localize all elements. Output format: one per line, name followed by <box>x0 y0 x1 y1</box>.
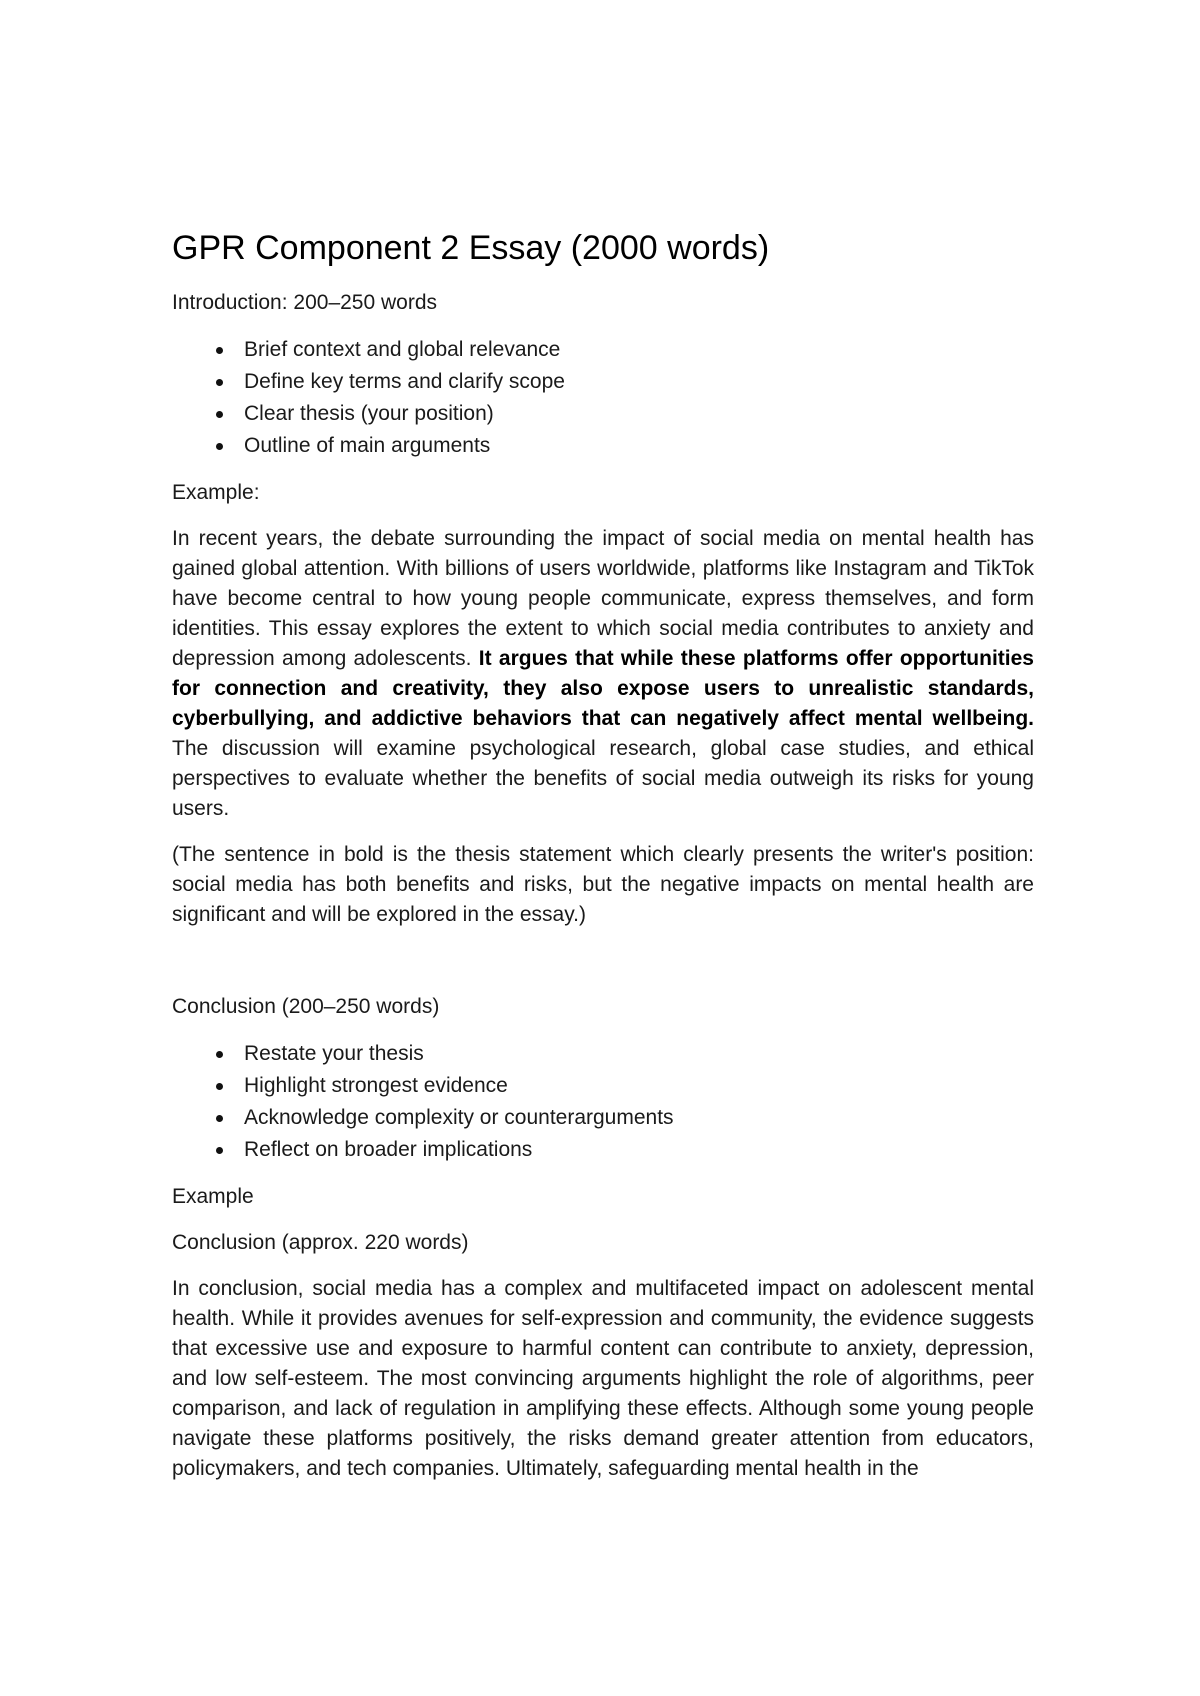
conclusion-example-label: Example <box>172 1185 254 1208</box>
bullet-icon <box>216 443 223 450</box>
list-item <box>172 1070 1034 1102</box>
list-item-text: Acknowledge complexity or counterarguments <box>244 1106 674 1129</box>
bullet-icon <box>216 1147 223 1154</box>
document-page <box>172 228 1034 1500</box>
list-item <box>172 1134 1034 1166</box>
list-item <box>172 430 1034 462</box>
thesis-statement: It argues that while these platforms offer opportunities for connection and creativity, they also expose users to unrealistic standards, cyberbullying, and addictive behaviors that can negatively affect mental wellbeing. <box>172 647 1034 730</box>
document-title: GPR Component 2 Essay (2000 words) <box>172 229 770 267</box>
list-item <box>172 334 1034 366</box>
bullet-icon <box>216 411 223 418</box>
list-item-text: Brief context and global relevance <box>244 338 561 361</box>
intro-example-paragraph <box>172 524 1034 824</box>
list-item <box>172 366 1034 398</box>
intro-heading: Introduction: 200–250 words <box>172 291 438 314</box>
bullet-icon <box>216 1051 223 1058</box>
list-item-text: Define key terms and clarify scope <box>244 370 565 393</box>
list-item-text: Clear thesis (your position) <box>244 402 494 425</box>
conclusion-subheading: Conclusion (approx. 220 words) <box>172 1231 469 1254</box>
bullet-icon <box>216 379 223 386</box>
intro-example-text-start: In recent years, the debate surrounding the impact of social media on mental health has gained global attention. With billions of users worldwide, platforms like Instagram and TikTok have become central to how young people communicate, express themselves, and form identities. This essay explores the extent to which social media contributes to anxiety and depression among adolescents. <box>172 527 1034 670</box>
list-item <box>172 398 1034 430</box>
list-item-text: Outline of main arguments <box>244 434 491 457</box>
bullet-icon <box>216 1115 223 1122</box>
conclusion-bullet-list <box>172 1038 1034 1166</box>
list-item-text: Highlight strongest evidence <box>244 1074 508 1097</box>
bullet-icon <box>216 347 223 354</box>
conclusion-example-paragraph: In conclusion, social media has a complex and multifaceted impact on adolescent mental health. While it provides avenues for self-expression and community, the evidence suggests that excessive use and exposure to harmful content can contribute to anxiety, depression, and low self-esteem. The most convincing arguments highlight the role of algorithms, peer comparison, and lack of regulation in amplifying these effects. Although some young people navigate these platforms positively, the risks demand greater attention from educators, policymakers, and tech companies. Ultimately, safeguarding mental health in the <box>172 1277 1034 1480</box>
list-item <box>172 1102 1034 1134</box>
bullet-icon <box>216 1083 223 1090</box>
conclusion-heading: Conclusion (200–250 words) <box>172 995 440 1018</box>
section-spacer <box>172 946 1034 992</box>
list-item-text: Restate your thesis <box>244 1042 424 1065</box>
intro-example-label: Example: <box>172 481 260 504</box>
list-item <box>172 1038 1034 1070</box>
intro-example-text-end: The discussion will examine psychological research, global case studies, and ethical perspectives to evaluate whether the benefits of social media outweigh its risks for young users. <box>172 737 1034 820</box>
thesis-note: (The sentence in bold is the thesis statement which clearly presents the writer's position: social media has both benefits and risks, but the negative impacts on mental health are significant and will be explored in the essay.) <box>172 843 1034 926</box>
list-item-text: Reflect on broader implications <box>244 1138 533 1161</box>
intro-bullet-list <box>172 334 1034 462</box>
